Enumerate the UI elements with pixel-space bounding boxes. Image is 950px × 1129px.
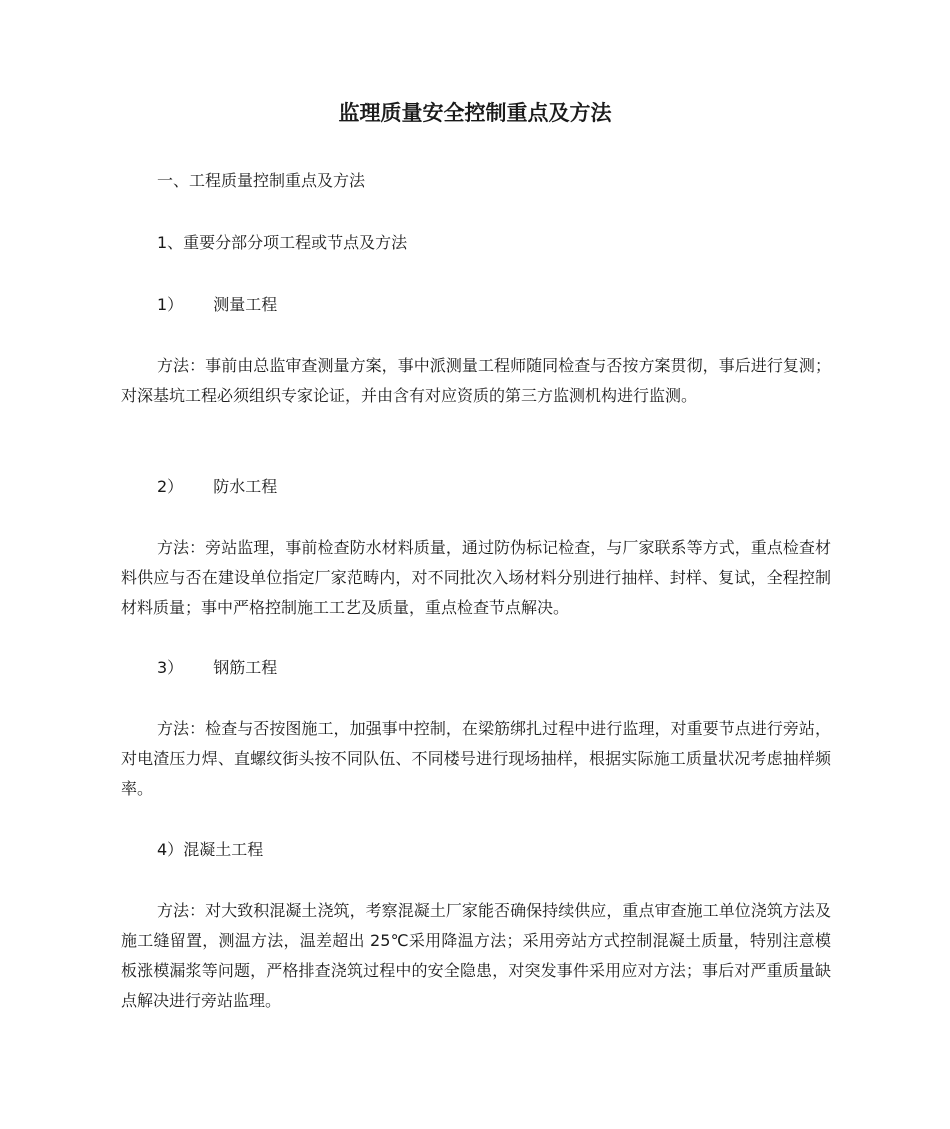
item-method-rebar: 方法：检查与否按图施工，加强事中控制，在梁筋绑扎过程中进行监理，对重要节点进行旁站，对电渣压力焊、直螺纹街头按不同队伍、不同楼号进行现场抽样，根据实际施工质量状况考虑抽样频率。 [121, 719, 831, 798]
subsection-heading: 1、重要分部分项工程或节点及方法 [157, 233, 408, 252]
item-name: 钢筋工程 [213, 658, 278, 677]
item-number: 1） [157, 295, 184, 314]
item-name: 防水工程 [213, 477, 278, 496]
item-number: 4） [157, 840, 184, 859]
item-name: 测量工程 [213, 295, 278, 314]
item-name: 混凝土工程 [183, 840, 264, 859]
item-method-surveying: 方法：事前由总监审查测量方案，事中派测量工程师随同检查与否按方案贯彻，事后进行复测；对深基坑工程必须组织专家论证，并由含有对应资质的第三方监测机构进行监测。 [121, 356, 831, 405]
item-method-waterproofing: 方法：旁站监理，事前检查防水材料质量，通过防伪标记检查，与厂家联系等方式，重点检查材料供应与否在建设单位指定厂家范畴内，对不同批次入场材料分别进行抽样、封样、复试，全程控制材料质量；事中严格控制施工工艺及质量，重点检查节点解决。 [121, 538, 831, 617]
item-number: 3） [157, 658, 184, 677]
document-title: 监理质量安全控制重点及方法 [338, 101, 612, 125]
item-heading-concrete [157, 838, 263, 862]
item-number: 2） [157, 477, 184, 496]
item-heading-waterproofing [157, 475, 277, 499]
item-heading-surveying [157, 293, 277, 317]
item-heading-rebar [157, 656, 277, 680]
item-method-concrete: 方法：对大致积混凝土浇筑，考察混凝土厂家能否确保持续供应，重点审查施工单位浇筑方法及施工缝留置，测温方法，温差超出 25℃采用降温方法；采用旁站方式控制混凝土质量，特别注意模板涨模漏浆等问题，严格排查浇筑过程中的安全隐患，对突发事件采用应对方法；事后对严重质量缺点解决进行旁站监理。 [121, 901, 831, 1010]
section-heading: 一、工程质量控制重点及方法 [157, 171, 366, 190]
